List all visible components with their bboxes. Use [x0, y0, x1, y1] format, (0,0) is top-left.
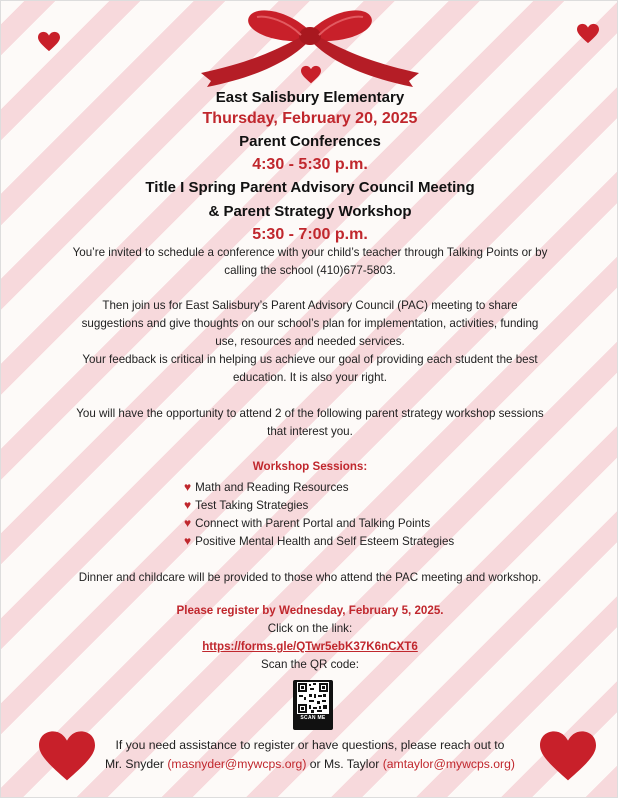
heart-bullet-icon: ♥ — [184, 498, 192, 512]
click-label: Click on the link: — [267, 622, 353, 635]
meeting-title-line2: & Parent Strategy Workshop — [208, 203, 412, 220]
qr-pattern — [297, 682, 329, 714]
heart-icon — [38, 31, 60, 53]
heart-bullet-icon: ♥ — [184, 516, 192, 530]
workshop-item-label: Connect with Parent Portal and Talking Points — [195, 517, 431, 530]
pac-paragraph — [71, 297, 549, 387]
dinner-paragraph: Dinner and childcare will be provided to those who attend the PAC meeting and workshop. — [78, 571, 542, 584]
heart-bullet-icon: ♥ — [184, 480, 192, 494]
registration-link-wrapper — [1, 640, 618, 653]
list-item — [184, 478, 454, 496]
workshop-item-label: Positive Mental Health and Self Esteem Strategies — [195, 535, 455, 548]
workshop-sessions-heading: Workshop Sessions: — [252, 460, 368, 473]
qr-code-icon[interactable] — [293, 680, 333, 730]
contact-footer — [81, 736, 539, 774]
meeting-time: 5:30 - 7:00 p.m. — [252, 226, 368, 243]
conference-title: Parent Conferences — [239, 133, 381, 150]
contact-connector: or — [309, 757, 321, 771]
contact-names — [81, 755, 539, 774]
contact-line: If you need assistance to register or have questions, please reach out to — [115, 738, 505, 752]
workshop-list — [184, 478, 454, 550]
pac-text: Then join us for East Salisbury’s Parent Advisory Council (PAC) meeting to share suggestions and give thoughts on our school’s plan for implementation, activities, funding use, resources and needed services. — [81, 299, 539, 348]
heart-icon — [540, 731, 596, 783]
conference-time: 4:30 - 5:30 p.m. — [252, 156, 368, 173]
contact-email-1[interactable]: (masnyder@mywcps.org) — [167, 757, 307, 771]
registration-link[interactable]: https://forms.gle/QTwr5ebK37K6nCXT6 — [202, 640, 418, 653]
registration-deadline: Please register by Wednesday, February 5, 2025. — [176, 604, 444, 617]
feedback-text: Your feedback is critical in helping us achieve our goal of providing each student the best education. It is also your right. — [82, 353, 538, 384]
contact-name-2: Ms. Taylor — [324, 757, 380, 771]
scan-label: Scan the QR code: — [261, 658, 359, 671]
school-name: East Salisbury Elementary — [215, 89, 405, 106]
workshop-item-label: Math and Reading Resources — [195, 481, 349, 494]
invite-paragraph: You’re invited to schedule a conference with your child’s teacher through Talking Points or by calling the school (410)677-5803. — [72, 246, 548, 277]
workshop-item-label: Test Taking Strategies — [195, 499, 309, 512]
heart-bullet-icon: ♥ — [184, 534, 192, 548]
contact-email-2[interactable]: (amtaylor@mywcps.org) — [382, 757, 515, 771]
qr-caption: SCAN ME — [300, 715, 326, 721]
opportunity-paragraph: You will have the opportunity to attend 2 of the following parent strategy workshop sessions that interest you. — [76, 407, 544, 438]
list-item — [184, 532, 454, 550]
list-item — [184, 514, 454, 532]
heart-icon — [577, 23, 599, 45]
contact-name-1: Mr. Snyder — [105, 757, 164, 771]
meeting-title-line1: Title I Spring Parent Advisory Council Meeting — [145, 179, 475, 196]
event-date: Thursday, February 20, 2025 — [202, 110, 418, 127]
heart-icon — [301, 65, 321, 85]
list-item — [184, 496, 454, 514]
